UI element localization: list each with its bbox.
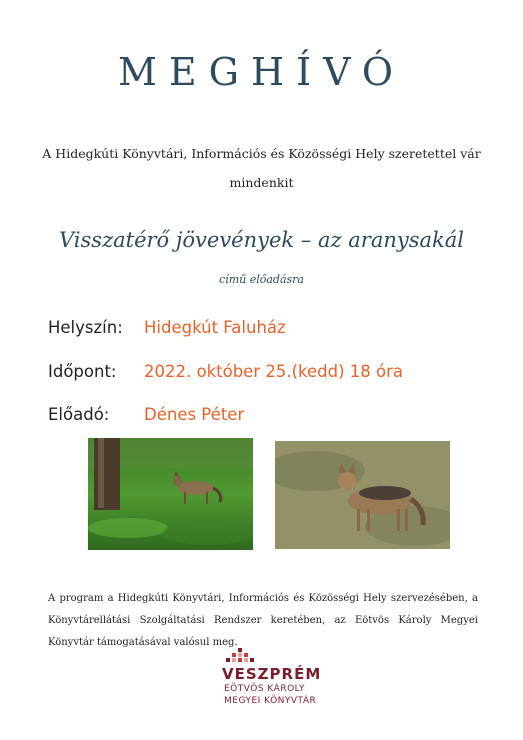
speaker-value: Dénes Péter — [144, 405, 245, 424]
library-logo-mark — [226, 648, 256, 664]
intro-text-line-2: mindenkit — [229, 175, 294, 190]
intro-text-line-1: A Hidegkúti Könyvtári, Információs és Közösségi Hely szeretettel vár — [42, 146, 481, 161]
library-logo-line-2: MEGYEI KÖNYVTÁR — [224, 696, 317, 706]
jackal-photo-dry-grass — [275, 441, 450, 549]
speaker-label: Előadó: — [48, 405, 110, 424]
lecture-title: Visszatérő jövevények – az aranysakál — [59, 228, 464, 252]
footer-note: A program a Hidegkúti Könyvtári, Információs és Közösségi Hely szervezésében, a Könyvtárellátási Szolgáltatási Rendszer keretében, az Eötvös Károly Megyei Könyvtár támogatásával valósul meg. — [48, 593, 478, 648]
library-logo-name: VESZPRÉM — [222, 665, 322, 683]
venue-value: Hidegkút Faluház — [144, 318, 286, 337]
lecture-subtitle: című előadásra — [219, 273, 304, 286]
time-value: 2022. október 25.(kedd) 18 óra — [144, 362, 404, 381]
library-logo-line-1: EÖTVÖS KÁROLY — [224, 684, 305, 694]
time-label: Időpont: — [48, 362, 117, 381]
jackal-photo-grass — [88, 438, 253, 550]
page-title: MEGHÍVÓ — [117, 50, 406, 94]
venue-label: Helyszín: — [48, 318, 123, 337]
